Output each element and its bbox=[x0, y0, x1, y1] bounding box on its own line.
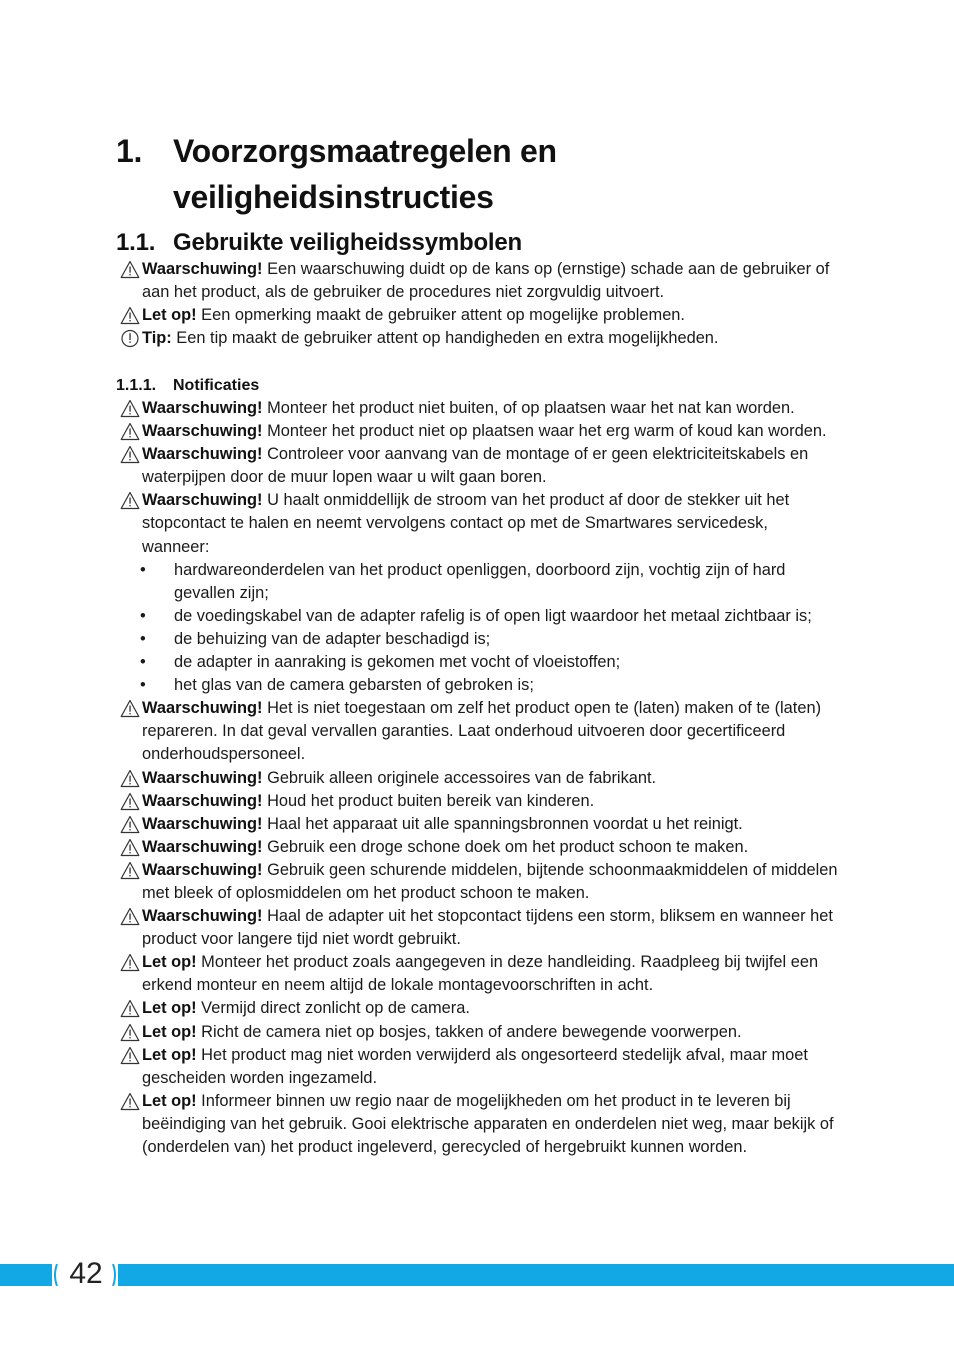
notice-text: Monteer het product zoals aangegeven in deze handleiding. Raadpleeg bij twijfel een erkend monteur en neem altijd de lokale montagevoorschriften in acht. bbox=[142, 953, 819, 995]
warning-icon bbox=[120, 1092, 140, 1111]
notice-text: Het product mag niet worden verwijderd als ongesorteerd stedelijk afval, maar moet gescheiden worden ingezameld. bbox=[142, 1045, 808, 1087]
bullet-item bbox=[118, 674, 838, 697]
warning-icon bbox=[120, 815, 140, 834]
chapter-number: 1. bbox=[116, 133, 143, 169]
symbol-label: Waarschuwing! bbox=[142, 260, 263, 278]
notice-text: Monteer het product niet buiten, of op plaatsen waar het nat kan worden. bbox=[262, 399, 795, 417]
bullet-symbol: • bbox=[140, 653, 146, 672]
bullet-item bbox=[118, 605, 838, 628]
warning-icon bbox=[120, 399, 140, 418]
warning-icon bbox=[120, 792, 140, 811]
subsection-title: Notificaties bbox=[173, 377, 260, 394]
notice-text: Haal de adapter uit het stopcontact tijdens een storm, bliksem en wanneer het product voor langere tijd niet wordt gebruikt. bbox=[142, 907, 833, 949]
notice-item bbox=[118, 443, 838, 489]
notice-label: Waarschuwing! bbox=[142, 699, 263, 718]
notice-label: Let op! bbox=[142, 1022, 197, 1041]
notice-item bbox=[118, 697, 838, 766]
notice-item bbox=[118, 1021, 838, 1044]
notice-item bbox=[118, 813, 838, 836]
warning-icon bbox=[120, 1046, 140, 1065]
notice-item bbox=[118, 859, 838, 905]
notice-text: Haal het apparaat uit alle spanningsbronnen voordat u het reinigt. bbox=[262, 814, 743, 833]
caution-icon bbox=[120, 306, 140, 325]
warning-icon bbox=[120, 861, 140, 880]
symbol-text: Een waarschuwing duidt op de kans op (ernstige) schade aan de gebruiker of aan het product, als de gebruiker de procedures niet zorgvuldig uitvoert. bbox=[142, 260, 830, 302]
symbol-caution bbox=[118, 304, 838, 327]
bullet-item bbox=[118, 651, 838, 674]
notice-label: Let op! bbox=[142, 1045, 197, 1064]
notice-label: Waarschuwing! bbox=[142, 491, 263, 510]
notice-label: Waarschuwing! bbox=[142, 399, 263, 417]
bullet-symbol: • bbox=[140, 676, 146, 695]
notice-text: U haalt onmiddellijk de stroom van het product af door de stekker uit het stopcontact te halen en neemt vervolgens contact op met de Smartwares servicedesk, wanneer: bbox=[142, 491, 790, 556]
notice-label: Waarschuwing! bbox=[142, 422, 263, 441]
symbol-tip bbox=[118, 327, 838, 350]
notice-item bbox=[118, 767, 838, 790]
notice-text: Gebruik alleen originele accessoires van de fabrikant. bbox=[262, 768, 657, 787]
tip-icon bbox=[120, 329, 140, 348]
warning-icon bbox=[120, 769, 140, 788]
bullet-text: hardwareonderdelen van het product openliggen, doorboord zijn, vochtig zijn of hard gevallen zijn; bbox=[174, 560, 786, 602]
symbol-text: Een tip maakt de gebruiker attent op handigheden en extra mogelijkheden. bbox=[171, 329, 719, 348]
bullet-symbol: • bbox=[140, 606, 146, 625]
notice-item bbox=[118, 905, 838, 951]
bullet-symbol: • bbox=[140, 629, 146, 648]
notice-item bbox=[118, 397, 838, 420]
notice-label: Let op! bbox=[142, 1091, 197, 1110]
notice-text: Gebruik een droge schone doek om het product schoon te maken. bbox=[262, 837, 749, 856]
subsection-number: 1.1.1. bbox=[116, 377, 157, 394]
warning-icon bbox=[120, 699, 140, 718]
bullet-text: het glas van de camera gebarsten of gebroken is; bbox=[174, 676, 534, 695]
warning-icon bbox=[120, 999, 140, 1018]
notice-text: Vermijd direct zonlicht op de camera. bbox=[196, 999, 470, 1018]
section-title: Gebruikte veiligheidssymbolen bbox=[173, 229, 522, 256]
chapter-title: Voorzorgsmaatregelen en veiligheidsinstructies bbox=[173, 133, 557, 215]
notice-item bbox=[118, 790, 838, 813]
warning-icon bbox=[120, 907, 140, 926]
warning-icon bbox=[120, 838, 140, 857]
notice-label: Waarschuwing! bbox=[142, 814, 263, 833]
notice-text: Informeer binnen uw regio naar de mogelijkheden om het product in te leveren bij beëindiging van het gebruik. Gooi elektrische apparaten en onderdelen niet weg, maar bekijk of (onderdelen van) het product ingeleverd, gerecycled of hergebruikt kunnen worden. bbox=[142, 1091, 834, 1156]
notice-label: Waarschuwing! bbox=[142, 860, 263, 879]
notice-item bbox=[118, 997, 838, 1020]
symbol-label: Tip: bbox=[142, 329, 172, 348]
notice-label: Waarschuwing! bbox=[142, 768, 263, 787]
warning-icon bbox=[120, 260, 140, 279]
warning-icon bbox=[120, 1023, 140, 1042]
notice-item bbox=[118, 836, 838, 859]
notice-label: Waarschuwing! bbox=[142, 445, 263, 464]
notice-text: Gebruik geen schurende middelen, bijtende schoonmaakmiddelen of middelen met bleek of oplosmiddelen om het product schoon te maken. bbox=[142, 860, 838, 902]
bullet-text: de adapter in aanraking is gekomen met vocht of vloeistoffen; bbox=[174, 653, 621, 672]
notice-label: Let op! bbox=[142, 953, 197, 972]
notice-label: Waarschuwing! bbox=[142, 791, 263, 810]
symbols-list bbox=[118, 258, 838, 350]
warning-icon bbox=[120, 445, 140, 464]
notice-item bbox=[118, 951, 838, 997]
footer-bar-left bbox=[0, 1264, 52, 1286]
notice-text: Het is niet toegestaan om zelf het product open te (laten) maken of te (laten) repareren. In dat geval vervallen garanties. Laat onderhoud uitvoeren door gecertificeerd onderhoudspersoneel. bbox=[142, 699, 822, 764]
notice-text: Monteer het product niet op plaatsen waar het erg warm of koud kan worden. bbox=[262, 422, 827, 441]
notice-item bbox=[118, 1044, 838, 1090]
bullet-list bbox=[118, 559, 838, 698]
symbol-warning bbox=[118, 258, 838, 304]
notice-label: Waarschuwing! bbox=[142, 907, 263, 926]
bullet-item bbox=[118, 628, 838, 651]
notice-label: Waarschuwing! bbox=[142, 837, 263, 856]
bullet-symbol: • bbox=[140, 560, 146, 579]
notice-text: Controleer voor aanvang van de montage of er geen elektriciteitskabels en waterpijpen door de muur lopen waar u wilt gaan boren. bbox=[142, 445, 809, 487]
warning-icon bbox=[120, 953, 140, 972]
symbol-text: Een opmerking maakt de gebruiker attent op mogelijke problemen. bbox=[196, 306, 685, 325]
bullet-text: de voedingskabel van de adapter rafelig is of open ligt waardoor het metaal zichtbaar is; bbox=[174, 606, 812, 625]
notice-text: Richt de camera niet op bosjes, takken of andere bewegende voorwerpen. bbox=[196, 1022, 742, 1041]
footer-bar-right bbox=[118, 1264, 954, 1286]
notice-item bbox=[118, 420, 838, 443]
notifications-list bbox=[118, 397, 838, 1159]
notice-item bbox=[118, 1090, 838, 1159]
section-number: 1.1. bbox=[116, 229, 156, 256]
page-number: 42 bbox=[69, 1257, 103, 1290]
warning-icon bbox=[120, 491, 140, 510]
notice-label: Let op! bbox=[142, 999, 197, 1018]
bullet-item bbox=[118, 559, 838, 605]
notice-item bbox=[118, 489, 838, 558]
notice-text: Houd het product buiten bereik van kinderen. bbox=[262, 791, 595, 810]
warning-icon bbox=[120, 422, 140, 441]
bullet-text: de behuizing van de adapter beschadigd is; bbox=[174, 629, 491, 648]
symbol-label: Let op! bbox=[142, 306, 197, 325]
